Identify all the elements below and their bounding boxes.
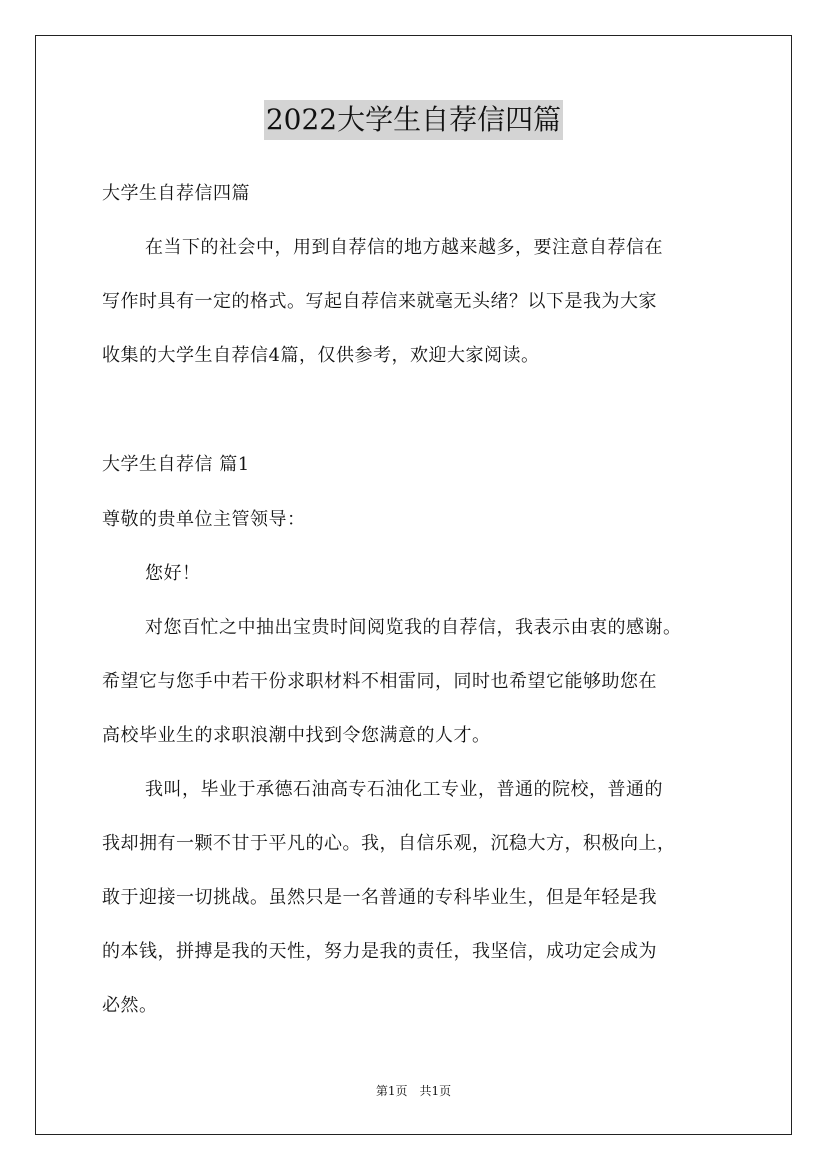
para1-line-1: 对您百忙之中抽出宝贵时间阅览我的自荐信，我表示由衷的感谢。 [145,617,682,638]
intro-line-3: 收集的大学生自荐信4篇，仅供参考，欢迎大家阅读。 [102,345,540,366]
intro-line-1: 在当下的社会中，用到自荐信的地方越来越多，要注意自荐信在 [145,237,663,258]
para2-line-1: 我叫，毕业于承德石油高专石油化工专业，普通的院校，普通的 [145,779,663,800]
para2-line-3: 敢于迎接一切挑战。虽然只是一名普通的专科毕业生，但是年轻是我 [102,887,657,908]
salutation: 尊敬的贵单位主管领导： [102,509,306,530]
intro-line-2: 写作时具有一定的格式。写起自荐信来就毫无头绪？以下是我为大家 [102,291,657,312]
page-footer: 第1页 共1页 [375,1084,452,1098]
para1-line-3: 高校毕业生的求职浪潮中找到令您满意的人才。 [102,725,491,746]
subtitle: 大学生自荐信四篇 [102,183,250,204]
para1-line-2: 希望它与您手中若干份求职材料不相雷同，同时也希望它能够助您在 [102,671,657,692]
title-container [0,100,827,140]
section-heading: 大学生自荐信 篇1 [102,454,250,475]
para2-line-2: 我却拥有一颗不甘于平凡的心。我，自信乐观，沉稳大方，积极向上， [102,833,676,854]
page-title: 2022大学生自荐信四篇 [264,100,563,140]
para2-line-4: 的本钱，拼搏是我的天性，努力是我的责任，我坚信，成功定会成为 [102,941,657,962]
para2-line-5: 必然。 [102,995,158,1016]
greeting: 您好！ [145,563,201,584]
